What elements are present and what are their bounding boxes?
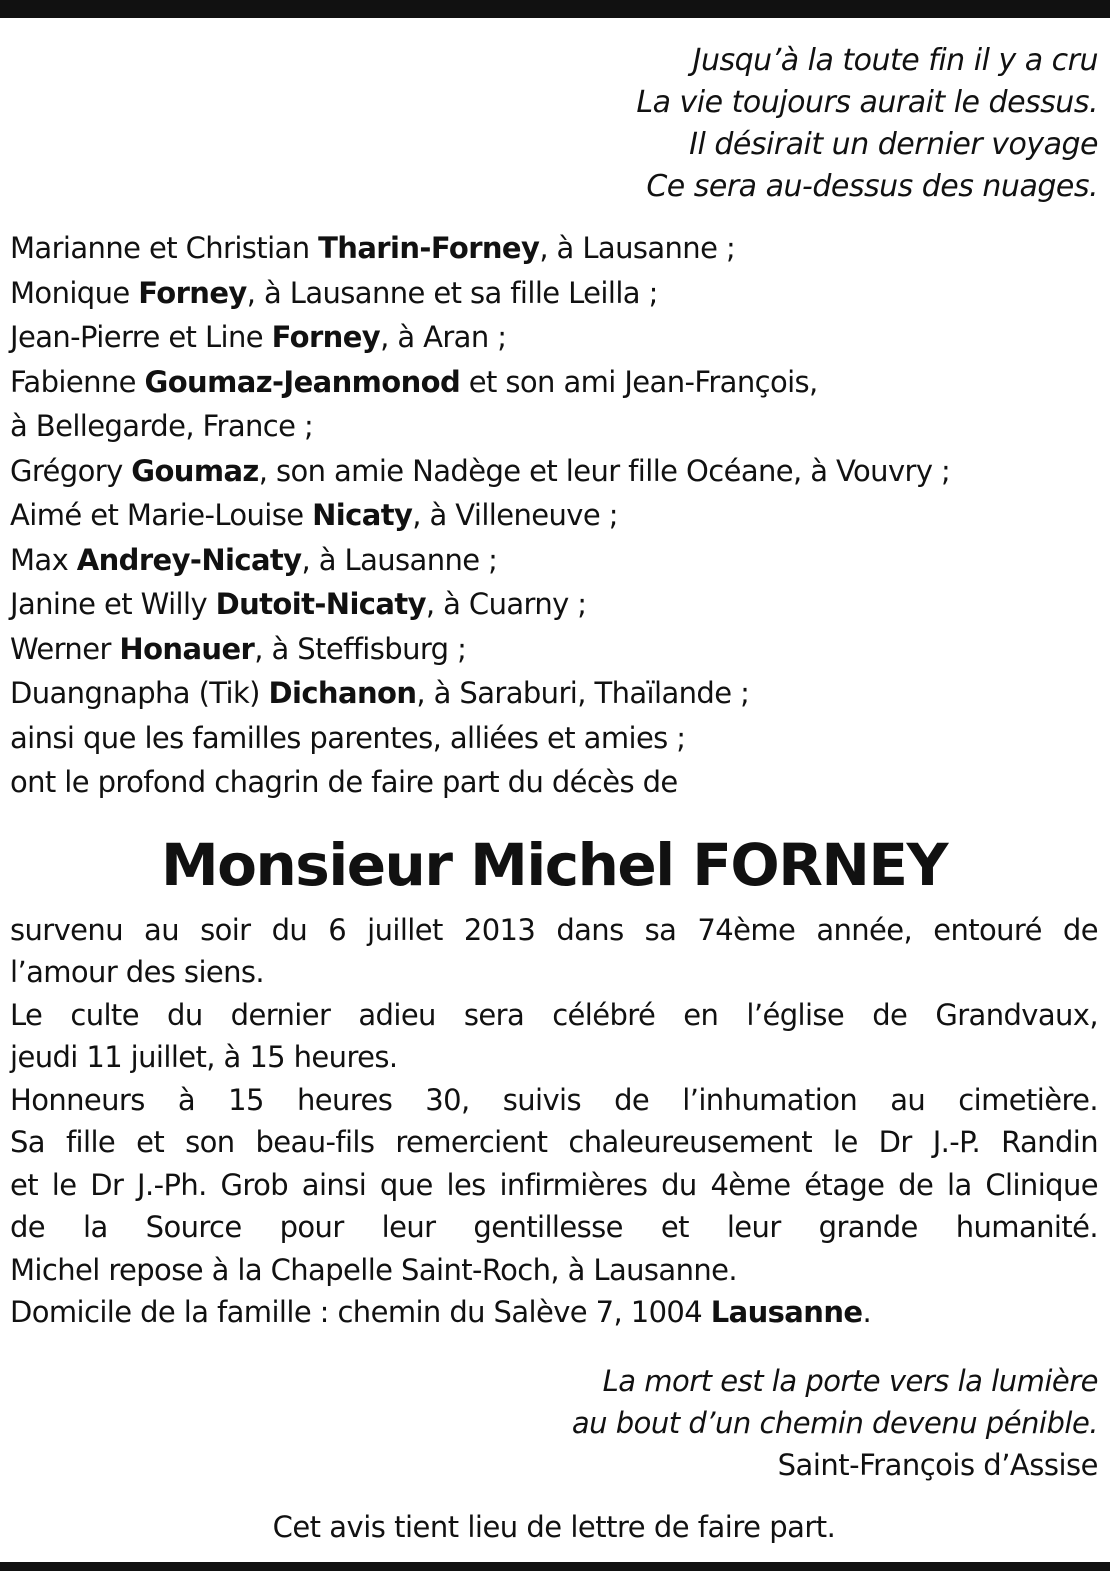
closing-quote [10,1360,1098,1486]
body-line: et le Dr J.-Ph. Grob ainsi que les infirmières du 4ème étage de la Clinique [10,1167,1098,1202]
poem-line: Ce sera au-dessus des nuages. [646,169,1098,204]
family-name: Nicaty [312,498,413,532]
poem-line: La vie toujours aurait le dessus. [636,85,1098,120]
obituary-notice [10,40,1098,1548]
family-line: Marianne et Christian Tharin-Forney, à Lausanne ; [10,231,736,265]
family-line: à Bellegarde, France ; [10,409,314,443]
family-line: Werner Honauer, à Steffisburg ; [10,631,467,666]
body-line: l’amour des siens. [10,955,265,989]
opening-poem [10,40,1098,208]
family-line: Fabienne Goumaz-Jeanmonod et son ami Jean-François, [10,364,818,399]
notice-body [10,909,1098,1334]
address-city: Lausanne [710,1295,863,1329]
family-line: ont le profond chagrin de faire part du décès de [10,765,678,799]
family-name: Tharin-Forney [318,231,540,265]
body-line: Honneurs à 15 heures 30, suivis de l’inhumation au cimetière. [10,1082,1098,1117]
family-address-line: Domicile de la famille : chemin du Salève 7, 1004 Lausanne. [10,1295,872,1329]
body-line: survenu au soir du 6 juillet 2013 dans sa 74ème année, entouré de [10,912,1098,947]
body-line: de la Source pour leur gentillesse et leur grande humanité. [10,1210,1098,1244]
body-line: Michel repose à la Chapelle Saint-Roch, à Lausanne. [10,1252,738,1287]
poem-line: Jusqu’à la toute fin il y a cru [692,43,1098,78]
family-name: Goumaz-Jeanmonod [144,364,461,399]
top-rule [0,0,1110,18]
family-line: Janine et Willy Dutoit-Nicaty, à Cuarny ; [10,587,587,621]
family-line: Jean-Pierre et Line Forney, à Aran ; [10,320,507,354]
body-line: Le culte du dernier adieu sera célébré en l’église de Grandvaux, [10,997,1098,1032]
deceased-name-heading: Monsieur Michel FORNEY [160,830,948,899]
body-line: Sa fille et son beau-fils remercient chaleureusement le Dr J.-P. Randin [10,1125,1098,1159]
family-name: Dichanon [268,676,417,710]
family-name: Forney [271,320,381,354]
closing-note: Cet avis tient lieu de lettre de faire part. [272,1509,836,1544]
quote-line: La mort est la porte vers la lumière [602,1363,1098,1398]
family-list [10,226,1098,805]
family-name: Forney [138,275,247,310]
family-name: Honauer [119,631,255,666]
family-line: Grégory Goumaz, son amie Nadège et leur fille Océane, à Vouvry ; [10,453,951,488]
quote-author: Saint-François d’Assise [777,1447,1098,1482]
quote-line: au bout d’un chemin devenu pénible. [571,1405,1098,1440]
poem-line: Il désirait un dernier voyage [689,127,1098,162]
body-line: jeudi 11 juillet, à 15 heures. [10,1040,398,1074]
family-line: Monique Forney, à Lausanne et sa fille Leilla ; [10,275,658,310]
bottom-rule [0,1562,1110,1571]
family-line: ainsi que les familles parentes, alliées et amies ; [10,720,686,755]
family-line: Duangnapha (Tik) Dichanon, à Saraburi, Thaïlande ; [10,676,750,710]
family-name: Goumaz [131,453,259,488]
family-name: Andrey-Nicaty [76,542,302,577]
family-line: Max Andrey-Nicaty, à Lausanne ; [10,542,498,577]
family-name: Dutoit-Nicaty [215,587,426,621]
family-line: Aimé et Marie-Louise Nicaty, à Villeneuve ; [10,498,618,532]
